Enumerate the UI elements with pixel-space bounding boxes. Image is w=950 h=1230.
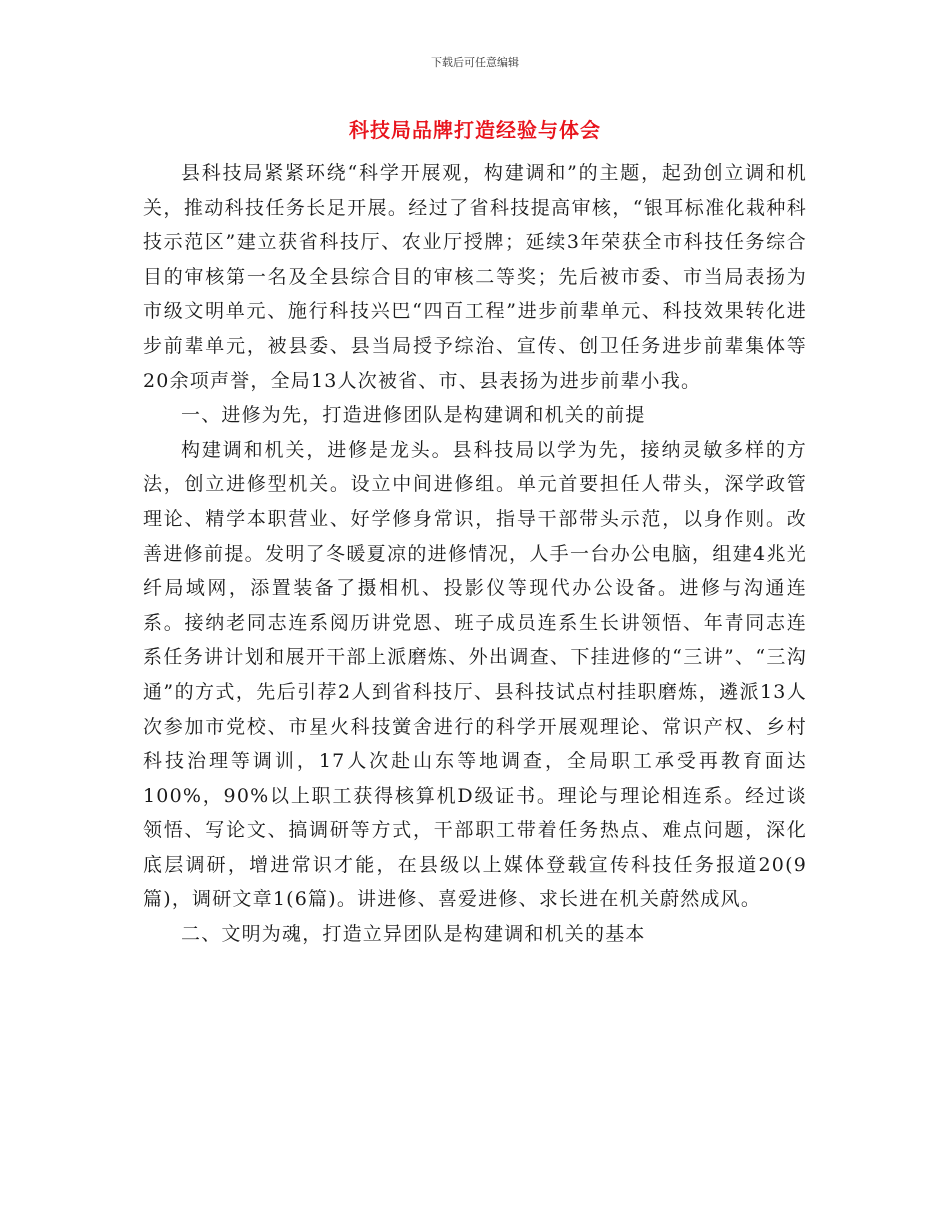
document-body [143,156,807,952]
page-header-note: 下载后可任意编辑 [431,56,519,69]
paragraph-section-1: 构建调和机关，进修是龙头。县科技局以学为先，接纳灵敏多样的方法，创立进修型机关。设立中间进修组。单元首要担任人带头，深学政管理论、精学本职营业、好学修身常识，指导干部带头示范，以身作则。改善进修前提。发明了冬暖夏凉的进修情况，人手一台办公电脑，组建4兆光纤局域网，添置装备了摄相机、投影仪等现代办公设备。进修与沟通连系。接纳老同志连系阅历讲党恩、班子成员连系生长讲领悟、年青同志连系任务讲计划和展开干部上派磨炼、外出调查、下挂进修的“三讲”、“三沟通”的方式，先后引荐2人到省科技厅、县科技试点村挂职磨炼，遴派13人次参加市党校、市星火科技黉舍进行的科学开展观理论、常识产权、乡村科技治理等调训，17人次赴山东等地调查，全局职工承受再教育面达100%，90%以上职工获得核算机D级证书。理论与理论相连系。经过谈领悟、写论文、搞调研等方式，干部职工带着任务热点、难点问题，深化底层调研，增进常识才能，在县级以上媒体登载宣传科技任务报道20(9篇)，调研文章1(6篇)。讲进修、喜爱进修、求长进在机关蔚然成风。 [143,438,807,911]
section-heading-1: 一、进修为先，打造进修团队是构建调和机关的前提 [181,404,646,427]
document-title: 科技局品牌打造经验与体会 [349,118,601,142]
paragraph-intro: 县科技局紧紧环绕“科学开展观，构建调和”的主题，起劲创立调和机关，推动科技任务长足开展。经过了省科技提高审核，“银耳标准化栽种科技示范区”建立获省科技厅、农业厅授牌；延续3年荣获全市科技任务综合目的审核第一名及全县综合目的审核二等奖；先后被市委、市当局表扬为市级文明单元、施行科技兴巴“四百工程”进步前辈单元、科技效果转化进步前辈单元，被县委、县当局授予综治、宣传、创卫任务进步前辈集体等20余项声誉，全局13人次被省、市、县表扬为进步前辈小我。 [143,162,807,392]
section-heading-2: 二、文明为魂，打造立异团队是构建调和机关的基本 [181,923,646,946]
